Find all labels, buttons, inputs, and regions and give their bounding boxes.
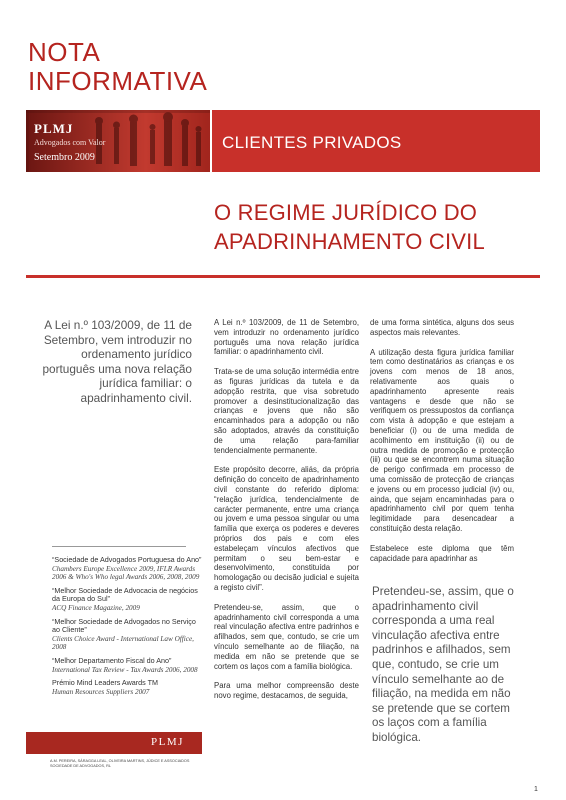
award-title: “Melhor Sociedade de Advogados no Serviço ao Cliente” <box>52 616 196 635</box>
headline-line-2: APADRINHAMENTO CIVIL <box>214 229 485 254</box>
paragraph: A Lei n.º 103/2009, de 11 de Setembro, vem introduzir no ordenamento jurídico português uma nova relação jurídica familiar: o apadrinhamento civil. <box>214 318 359 357</box>
firm-name-line-1: A.M. PEREIRA, SÁRAGGA LEAL, OLIVEIRA MARTINS, JÚDICE E ASSOCIADOS <box>50 759 190 763</box>
paragraph: A utilização desta figura jurídica familiar tem como destinatários as crianças e os jovens com menos de 18 anos, relativamente aos quais o apadrinhamento apresente reais vantagens e desde que não se verifiquem os pressupostos da confiança com vista à adopção e que estejam a beneficiar (i) ou de uma medida de acolhimento em instituição (ii) ou de outra medida de promoção e protecção (iii) ou que se encontrem numa situação de perigo confirmada em processo de uma comissão de protecção de crianças e jovens ou em processo judicial (iv) ou, ainda, que sejam encaminhadas para o apadrinhamento civil por quem tenha legitimidade para desencadear a constituição desta relação. <box>370 347 514 533</box>
award-title: “Melhor Sociedade de Advocacia de negócios da Europa do Sul” <box>52 585 198 604</box>
paragraph: Para uma melhor compreensão deste novo regime, destacamos, de seguida, <box>214 681 359 701</box>
award-title: “Sociedade de Advogados Portuguesa do Ano” <box>52 555 202 564</box>
body-column-2 <box>370 318 514 573</box>
award-title: “Melhor Departamento Fiscal do Ano” <box>52 655 172 665</box>
award-item <box>52 679 202 696</box>
section-label: CLIENTES PRIVADOS <box>222 133 402 152</box>
award-title: Prémio Mind Leaders Awards TM <box>52 678 158 688</box>
paragraph: Pretendeu-se, assim, que o apadrinhamento civil corresponda a uma real vinculação afectiva entre padrinhos e afilhados, sem que, contudo, se crie um vínculo semelhante ao de filiação, na medida em não se pretende que se cortem os laços com a família biológica. <box>214 602 359 671</box>
firm-name <box>50 759 210 769</box>
body-column-1 <box>214 318 359 711</box>
award-source: Clients Choice Award - International Law Office, 2008 <box>52 634 194 652</box>
award-item <box>52 587 202 613</box>
paragraph: Estabelece este diploma que têm capacidade para apadrinhar as <box>370 543 514 563</box>
tagline: Advogados com Valor <box>34 138 106 147</box>
award-source: Human Resources Suppliers 2007 <box>52 687 150 696</box>
pull-quote: Pretendeu-se, assim, que o apadrinhamento civil corresponda a uma real vinculação afectiva entre padrinhos e afilhados, sem que, contudo, se crie um vínculo semelhante ao de filiação, na medida em não se pretende que se cortem os laços com a família biológica. <box>372 585 514 744</box>
award-item <box>52 618 202 652</box>
paragraph: Trata-se de uma solução intermédia entre as figuras jurídicas da tutela e da adopção restrita, que visa sobretudo promover a desinstitucionalização das crianças e jovens que não são encaminhados para a adopção ou não são adoptados, através da constituição de uma relação para-familiar tendencialmente permanente. <box>214 367 359 455</box>
award-source: ACQ Finance Magazine, 2009 <box>52 603 140 612</box>
firm-name-line-2: SOCIEDADE DE ADVOGADOS, RL <box>50 764 111 768</box>
award-item <box>52 657 202 674</box>
title-line-2: INFORMATIVA <box>28 66 208 96</box>
award-item <box>52 556 202 582</box>
headline-line-1: O REGIME JURÍDICO DO <box>214 200 478 225</box>
award-source: International Tax Review - Tax Awards 2006, 2008 <box>52 665 198 674</box>
newsletter-title <box>28 38 207 96</box>
award-source: Chambers Europe Excellence 2009, IFLR Awards 2006 & Who's Who legal Awards 2006, 2008, 2009 <box>52 564 200 582</box>
issue-date: Setembro 2009 <box>34 152 95 163</box>
intro-text: A Lei n.º 103/2009, de 11 de Setembro, vem introduzir no ordenamento jurídico português uma nova relação jurídica familiar: o apadrinhamento civil. <box>42 318 192 405</box>
paragraph: Este propósito decorre, aliás, da própria definição do conceito de apadrinhamento civil constante do referido diploma: “relação jurídica, tendencialmente de carácter permanente, entre uma criança ou jovem e uma pessoa singular ou uma família que exerça os poderes e deveres próprios dos pais e com eles estabeleçam vínculos afectivos que permitam o seu bem-estar e desenvolvimento, constituída por homologação ou decisão judicial e sujeita a registo civil”. <box>214 465 359 592</box>
paragraph: de uma forma sintética, alguns dos seus aspectos mais relevantes. <box>370 318 514 337</box>
awards-list <box>52 556 202 701</box>
page-number: 1 <box>534 786 538 793</box>
footer-plmj-logo: PLMJ <box>151 736 184 748</box>
plmj-logo: PLMJ <box>34 121 74 136</box>
divider-rule <box>26 275 540 278</box>
article-headline <box>214 198 544 256</box>
awards-divider <box>52 546 186 547</box>
title-line-1: NOTA <box>28 37 101 67</box>
